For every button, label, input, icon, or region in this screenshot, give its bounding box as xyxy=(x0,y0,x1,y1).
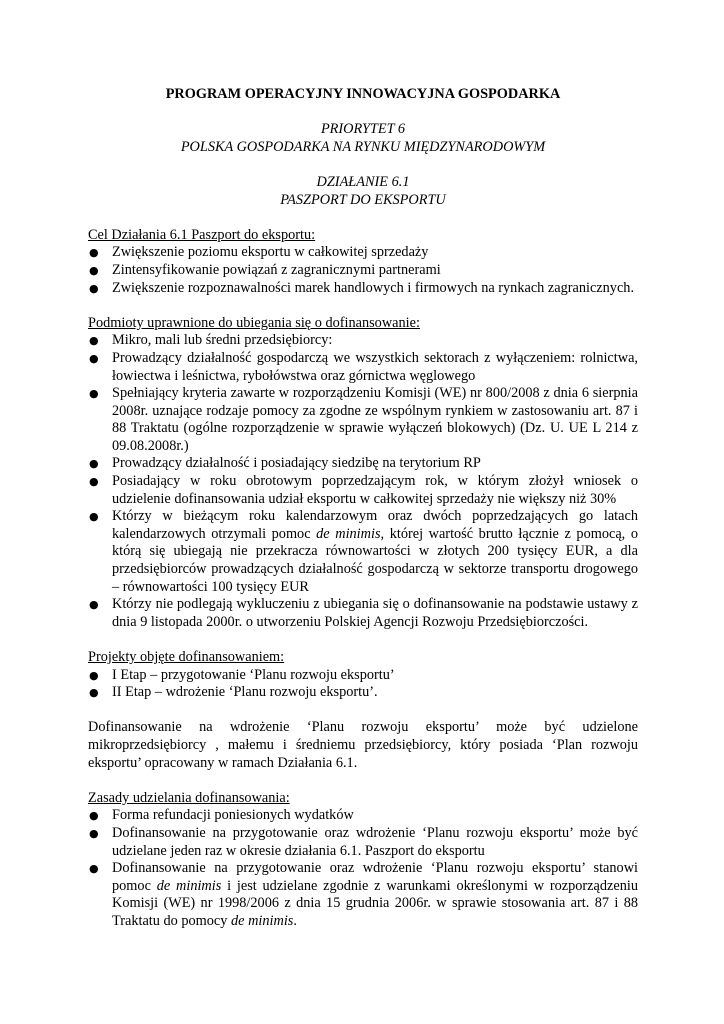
bullet-icon: ● xyxy=(89,475,99,489)
goals-list xyxy=(88,244,638,297)
bullet-icon: ● xyxy=(89,281,99,295)
bullet-icon: ● xyxy=(89,387,99,401)
projects-list xyxy=(88,667,638,702)
eligible-list xyxy=(88,332,638,631)
bullet-icon: ● xyxy=(89,510,99,524)
list-item: ● Zwiększenie rozpoznawalności marek handlowych i firmowych na rynkach zagranicznych. xyxy=(89,279,635,296)
priority-title: POLSKA GOSPODARKA NA RYNKU MIĘDZYNARODOWYM xyxy=(180,138,546,155)
list-item: ● Zwiększenie poziomu eksportu w całkowitej sprzedaży xyxy=(89,244,429,261)
bullet-icon: ● xyxy=(89,668,99,682)
bullet-icon: ● xyxy=(89,686,99,700)
list-item: ● Dofinansowanie na przygotowanie oraz wdrożenie ‘Planu rozwoju eksportu’ stanowi pomoc de minimis i jest udzielane zgodnie z warunkami określonymi w rozporządzeniu Komisji (WE) nr 1998/2006 z dnia 15 grudnia 2006r. w sprawie stosowania art. 87 i 88 Traktatu do pomocy de minimis. xyxy=(89,860,638,929)
action-title: PASZPORT DO EKSPORTU xyxy=(280,191,446,208)
projects-heading: Projekty objęte dofinansowaniem: xyxy=(88,649,285,665)
rules-heading: Zasady udzielania dofinansowania: xyxy=(88,789,290,806)
list-item: ● Posiadający w roku obrotowym poprzedzającym rok, w którym złożył wniosek o udzielenie dofinansowania udział eksportu w całkowitej sprzedaży nie większy niż 30% xyxy=(89,473,638,507)
bullet-icon: ● xyxy=(89,246,99,260)
bullet-icon: ● xyxy=(89,334,99,348)
de-minimis-term: de minimis xyxy=(156,877,222,894)
list-item: ● II Etap – wdrożenie ‘Planu rozwoju eksportu’. xyxy=(89,684,378,701)
goals-heading: Cel Działania 6.1 Paszport do eksportu: xyxy=(88,226,316,243)
action-number: DZIAŁANIE 6.1 xyxy=(316,173,410,190)
program-title: PROGRAM OPERACYJNY INNOWACYJNA GOSPODARKA xyxy=(165,86,561,102)
list-item: ● Prowadzący działalność i posiadający siedzibę na terytorium RP xyxy=(89,455,481,472)
bullet-icon: ● xyxy=(89,862,99,876)
priority-number: PRIORYTET 6 xyxy=(320,121,406,138)
list-item: ● Prowadzący działalność gospodarczą we wszystkich sektorach z wyłączeniem: rolnictwa, łowiectwa i leśnictwa, rybołówstwa oraz górnictwa węglowego xyxy=(89,349,638,384)
bullet-icon: ● xyxy=(89,809,99,823)
list-item: ● I Etap – przygotowanie ‘Planu rozwoju eksportu’ xyxy=(89,666,395,683)
bullet-icon: ● xyxy=(89,826,99,840)
bullet-icon: ● xyxy=(89,457,99,471)
rules-list xyxy=(88,807,638,930)
list-item: ● Zintensyfikowanie powiązań z zagranicznymi partnerami xyxy=(89,261,441,278)
bullet-icon: ● xyxy=(89,598,99,612)
document-page xyxy=(88,86,638,931)
list-item: ● Dofinansowanie na przygotowanie oraz wdrożenie ‘Planu rozwoju eksportu’ może być udzielane jeden raz w okresie działania 6.1. Paszport do eksportu xyxy=(89,824,638,859)
bullet-icon: ● xyxy=(89,351,99,365)
list-item: ● Którzy w bieżącym roku kalendarzowym oraz dwóch poprzedzających go latach kalendarzowych otrzymali pomoc de minimis, której wartość brutto łącznie z pomocą, o którą się ubiegają nie przekracza równowartości w złotych 200 tysięcy EUR, a dla przedsiębiorców prowadzących działalność gospodarczą w sektorze transportu drogowego – równowartości 100 tysięcy EUR xyxy=(89,508,638,595)
list-item: ● Którzy nie podlegają wykluczeniu z ubiegania się o dofinansowanie na podstawie ustawy z dnia 9 listopada 2000r. o utworzeniu Polskiej Agencji Rozwoju Przedsiębiorczości. xyxy=(89,596,638,630)
list-item: ● Forma refundacji poniesionych wydatków xyxy=(89,807,354,824)
de-minimis-term: de minimis xyxy=(231,912,294,929)
list-item: ● Mikro, mali lub średni przedsiębiorcy: xyxy=(89,332,333,349)
eligible-heading: Podmioty uprawnione do ubiegania się o dofinansowanie: xyxy=(88,314,420,331)
de-minimis-term: de minimis xyxy=(316,525,381,542)
list-item: ● Spełniający kryteria zawarte w rozporządzeniu Komisji (WE) nr 800/2008 z dnia 6 sierpnia 2008r. uznające rodzaje pomocy za zgodne ze wspólnym rynkiem w zastosowaniu art. 87 i 88 Traktatu (ogólne rozporządzenie w sprawie wyłączeń blokowych) (Dz. U. UE L 214 z 09.08.2008r.) xyxy=(89,385,638,454)
bullet-icon: ● xyxy=(89,263,99,277)
funding-paragraph: Dofinansowanie na wdrożenie ‘Planu rozwoju eksportu’ może być udzielone mikroprzedsiębiorcy , małemu i średniemu przedsiębiorcy, który posiada ‘Plan rozwoju eksportu’ opracowany w ramach Działania 6.1. xyxy=(88,719,638,771)
